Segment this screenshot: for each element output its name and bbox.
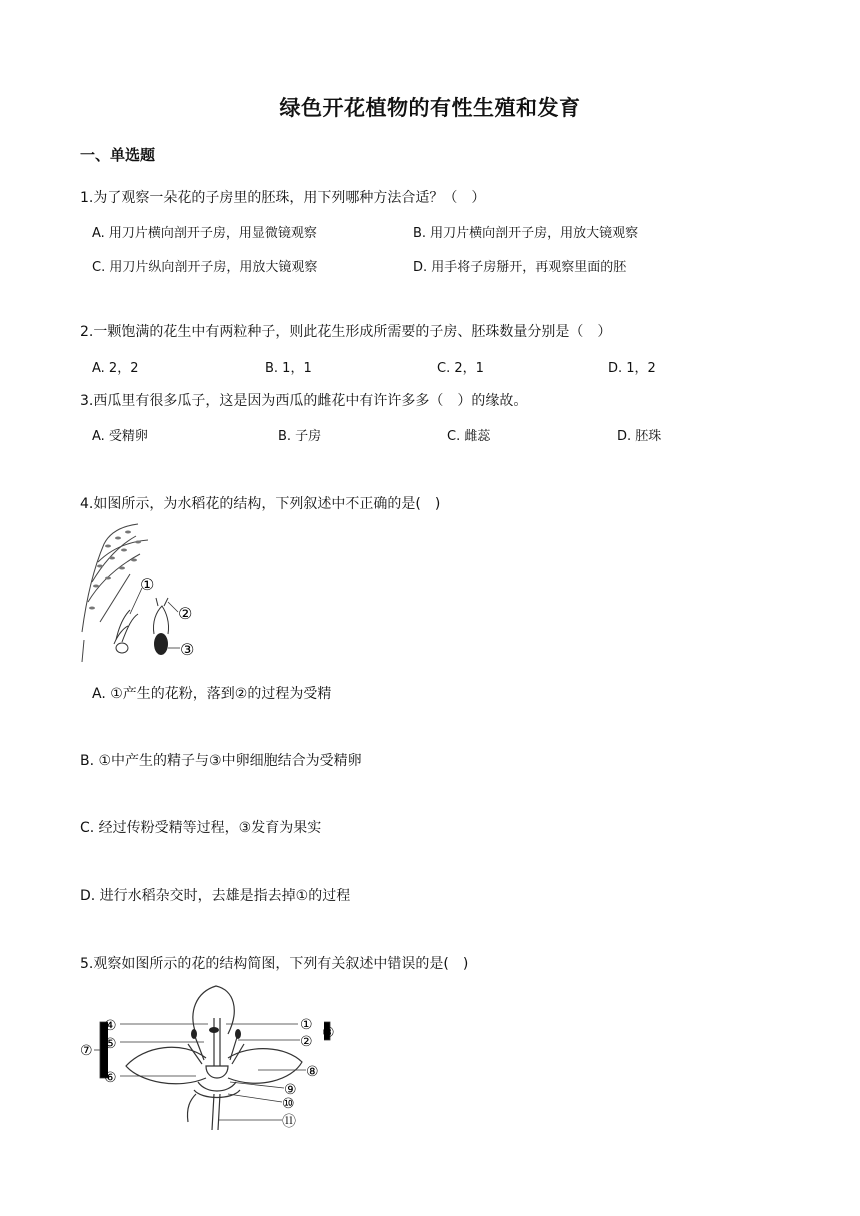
flower-label-11: ⑪	[282, 1114, 296, 1130]
section-heading: 一、单选题	[80, 146, 156, 164]
question-4-option-d[interactable]: D. 进行水稻杂交时，去雄是指去掉①的过程	[80, 888, 351, 904]
question-2-option-d[interactable]: D. 1，2	[608, 361, 656, 376]
flower-drawing	[126, 986, 302, 1130]
question-2-option-b[interactable]: B. 1，1	[265, 361, 312, 376]
flower-label-10: ⑩	[282, 1096, 295, 1112]
question-3-stem: 3.西瓜里有很多瓜子，这是因为西瓜的雌花中有许许多多（ ）的缘故。	[80, 393, 528, 409]
rice-ovary-shape	[154, 633, 168, 655]
anther-left-shape	[191, 1029, 197, 1039]
rice-flower-figure	[78, 522, 208, 664]
rice-label-1: ①	[140, 575, 155, 594]
question-1-option-a[interactable]: A. 用刀片横向剖开子房，用显微镜观察	[92, 226, 317, 241]
stigma-shape	[209, 1027, 219, 1033]
anther-right-shape	[235, 1029, 241, 1039]
question-2-option-c[interactable]: C. 2，1	[437, 361, 484, 376]
flower-structure-figure	[78, 982, 340, 1134]
question-4-option-a[interactable]: A. ①产生的花粉，落到②的过程为受精	[92, 686, 332, 702]
flower-label-6: ⑥	[104, 1070, 117, 1086]
flower-label-3: ③	[322, 1025, 335, 1041]
question-2-stem: 2.一颗饱满的花生中有两粒种子，则此花生形成所需要的子房、胚珠数量分别是（ ）	[80, 324, 612, 340]
rice-label-3: ③	[180, 640, 195, 659]
flower-label-8: ⑧	[306, 1064, 319, 1080]
question-1-stem: 1.为了观察一朵花的子房里的胚珠，用下列哪种方法合适？（ ）	[80, 190, 486, 206]
question-2-option-a[interactable]: A. 2，2	[92, 361, 139, 376]
question-3-option-c[interactable]: C. 雌蕊	[447, 429, 491, 444]
flower-label-5: ⑤	[104, 1036, 117, 1052]
question-5-stem: 5.观察如图所示的花的结构简图，下列有关叙述中错误的是( )	[80, 956, 469, 972]
flower-label-7: ⑦	[80, 1043, 93, 1059]
flower-label-4: ④	[104, 1018, 117, 1034]
flower-label-2: ②	[300, 1034, 313, 1050]
flower-label-1: ①	[300, 1017, 313, 1033]
question-3-option-b[interactable]: B. 子房	[278, 429, 322, 444]
rice-label-2: ②	[178, 604, 193, 623]
question-1-option-d[interactable]: D. 用手将子房掰开，再观察里面的胚	[413, 260, 627, 275]
question-1-option-b[interactable]: B. 用刀片横向剖开子房，用放大镜观察	[413, 226, 639, 241]
question-4-option-b[interactable]: B. ①中产生的精子与③中卵细胞结合为受精卵	[80, 753, 362, 769]
question-1-option-c[interactable]: C. 用刀片纵向剖开子房，用放大镜观察	[92, 260, 318, 275]
question-4-option-c[interactable]: C. 经过传粉受精等过程，③发育为果实	[80, 820, 322, 836]
question-3-option-d[interactable]: D. 胚珠	[617, 429, 662, 444]
question-3-option-a[interactable]: A. 受精卵	[92, 429, 148, 444]
question-4-stem: 4.如图所示，为水稻花的结构，下列叙述中不正确的是( )	[80, 496, 441, 512]
flower-label-9: ⑨	[284, 1082, 297, 1098]
document-title: 绿色开花植物的有性生殖和发育	[279, 96, 581, 120]
